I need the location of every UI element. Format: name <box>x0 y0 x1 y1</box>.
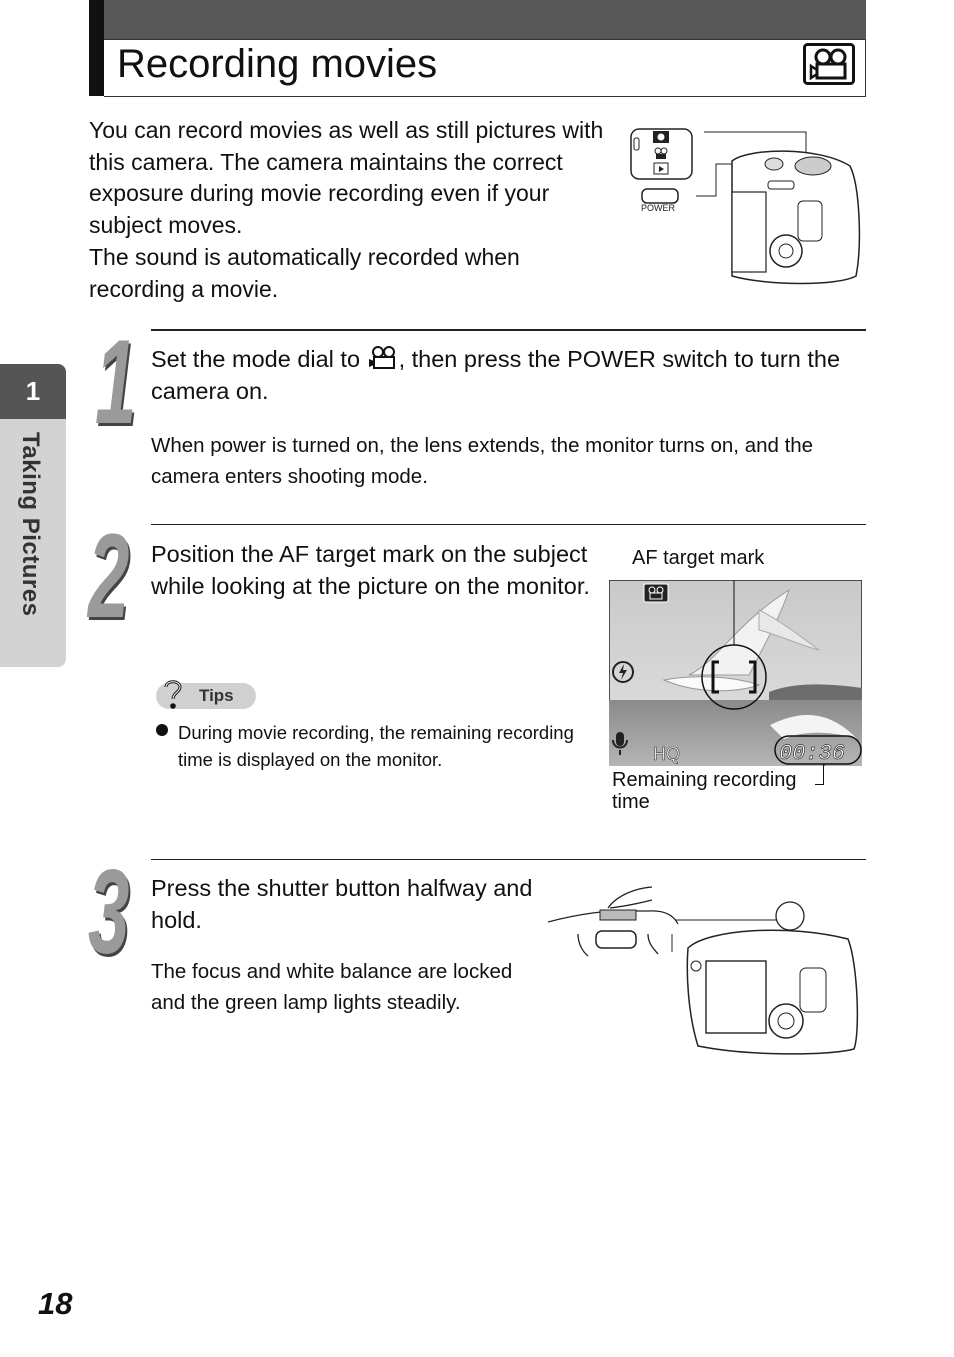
chapter-label: Taking Pictures <box>17 432 44 617</box>
tips-label: Tips <box>199 686 234 705</box>
page-number: 18 <box>38 1286 73 1321</box>
question-icon <box>158 677 188 713</box>
step-3-detail: The focus and white balance are locked and the green lamp lights steadily. <box>151 960 513 1014</box>
step-1-detail: When power is turned on, the lens extends, the monitor turns on, and the camera enters shooting mode. <box>151 434 814 488</box>
step-2-rule <box>151 524 866 525</box>
step-3-rule <box>151 859 866 860</box>
movie-mode-icon <box>803 43 855 85</box>
mode-dial-icon <box>631 129 692 179</box>
power-switch-icon <box>642 189 678 203</box>
step-number-1: 1 <box>95 315 137 449</box>
af-target-mark-caption: AF target mark <box>632 547 765 569</box>
intro-paragraph-2: The sound is automatically recorded when recording a movie. <box>89 243 520 302</box>
remaining-time-caption: Remaining recording time <box>612 769 797 813</box>
movie-mode-icon <box>367 345 399 371</box>
remaining-time-leader <box>815 764 824 785</box>
step-2-instruction: Position the AF target mark on the subject while looking at the picture on the monitor. <box>151 541 590 599</box>
chapter-number: 1 <box>0 364 66 419</box>
quality-label: HQ <box>653 744 680 764</box>
shutter-finger-detail <box>548 887 678 956</box>
step-3-instruction: Press the shutter button halfway and hold. <box>151 875 533 933</box>
step-1-rule <box>151 329 866 331</box>
step-number-3: 3 <box>88 845 130 979</box>
header-top-band <box>89 0 866 39</box>
step-1-instruction: Set the mode dial to , then press the POWER switch to turn the camera on. <box>151 346 841 404</box>
camera-mode-dial-figure <box>628 126 864 288</box>
page-title: Recording movies <box>117 42 438 86</box>
power-label: POWER <box>641 203 676 213</box>
camera-shutter-figure <box>548 884 864 1056</box>
intro-paragraph-1: You can record movies as well as still pictures with this camera. The camera maintains the correct exposure during movie recording even if your subject moves. <box>89 117 604 239</box>
remaining-time: 00:36 <box>779 741 846 766</box>
tip-bullet <box>156 724 168 736</box>
tip-text: During movie recording, the remaining recording time is displayed on the monitor. <box>178 722 574 770</box>
monitor-preview <box>609 580 862 766</box>
movie-mode-icon <box>644 584 668 602</box>
header-left-bar <box>89 0 104 96</box>
intro-text <box>89 115 609 305</box>
step-number-2: 2 <box>88 509 130 643</box>
